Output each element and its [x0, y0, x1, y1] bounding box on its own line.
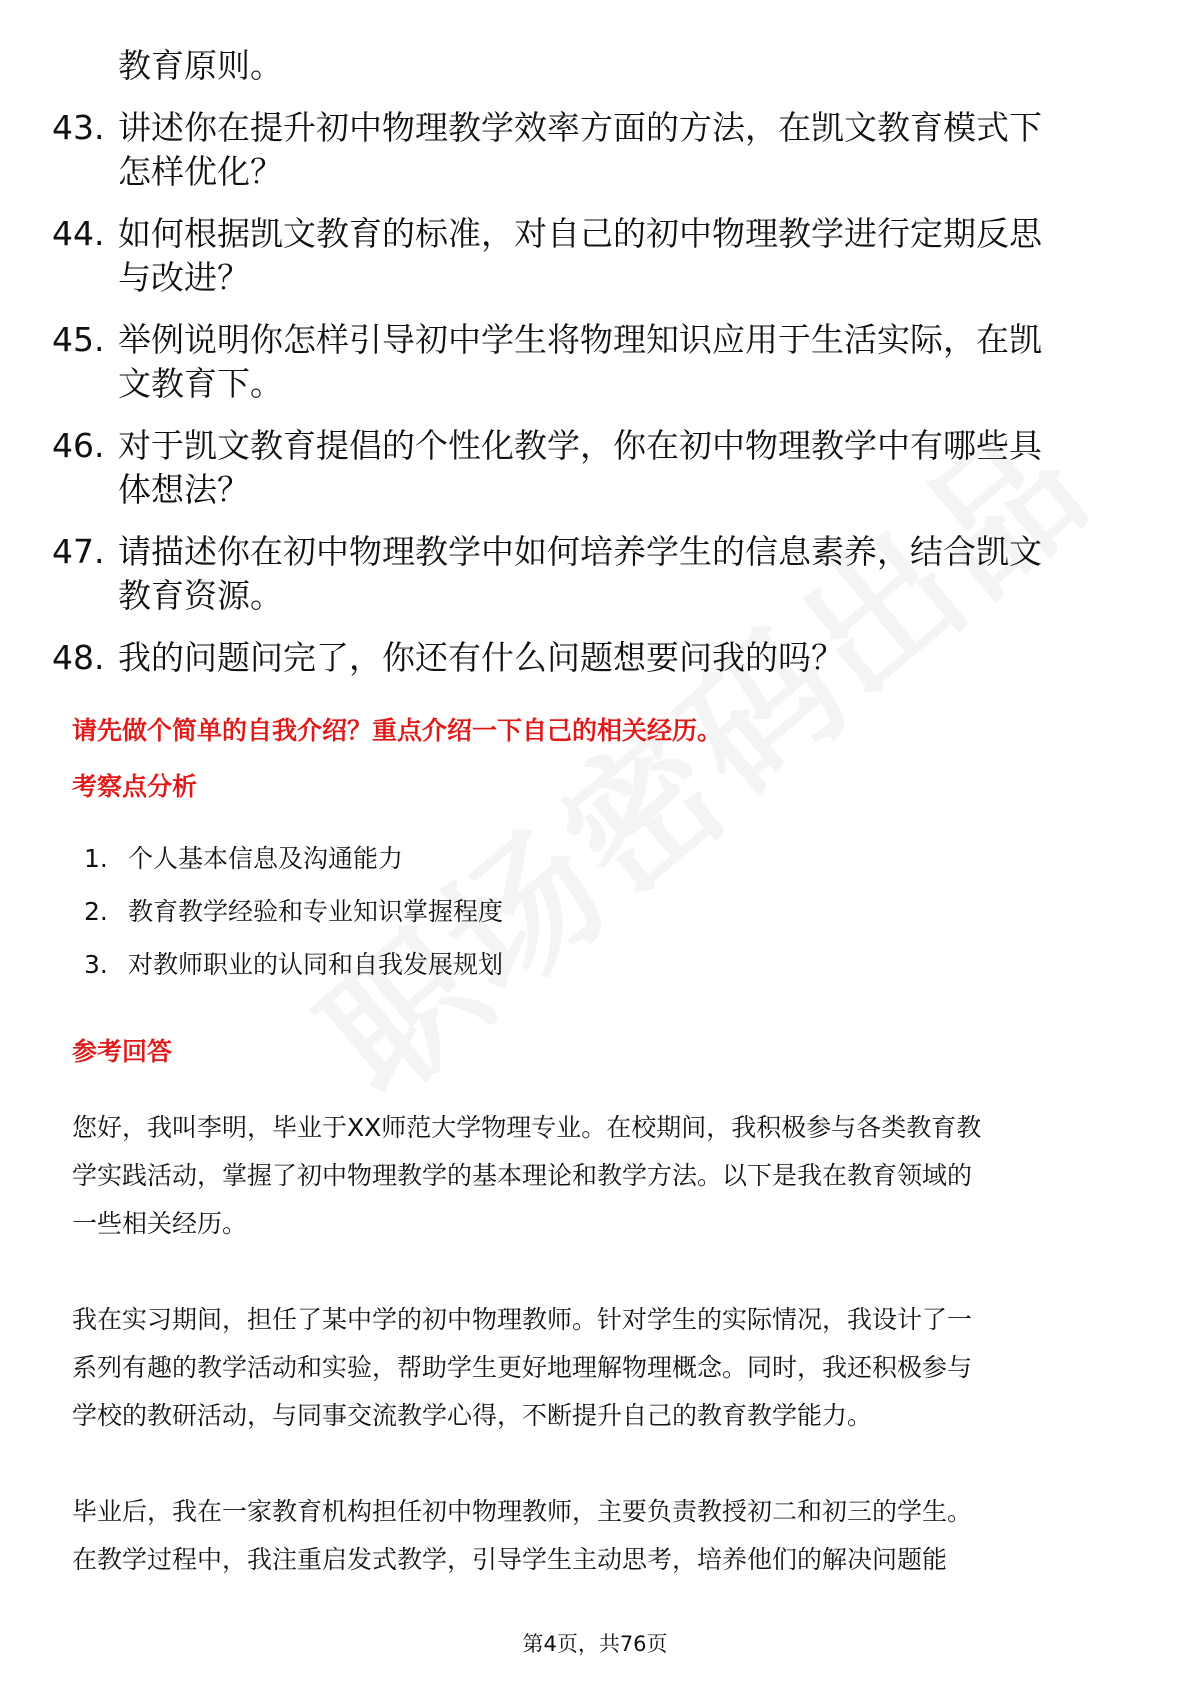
question-line: 教育资源。 — [118, 576, 283, 615]
paragraph-line: 学实践活动，掌握了初中物理教学的基本理论和教学方法。以下是我在教育领域的 — [72, 1161, 973, 1190]
question-item — [52, 530, 1132, 618]
paragraph-line: 一些相关经历。 — [72, 1209, 248, 1238]
analysis-point — [84, 948, 1084, 982]
question-item — [52, 424, 1132, 512]
question-line: 怎样优化？ — [118, 152, 283, 191]
question-line: 对于凯文教育提倡的个性化教学，你在初中物理教学中有哪些具 — [118, 426, 1042, 465]
question-line: 教育原则。 — [118, 46, 283, 85]
question-item — [52, 106, 1132, 194]
paragraph-line: 在教学过程中，我注重启发式教学，引导学生主动思考，培养他们的解决问题能 — [72, 1545, 948, 1574]
point-number: 2. — [84, 897, 108, 926]
question-line: 文教育下。 — [118, 364, 283, 403]
analysis-heading: 考察点分析 — [72, 772, 198, 801]
question-item — [52, 318, 1132, 406]
point-text: 个人基本信息及沟通能力 — [128, 844, 404, 873]
analysis-point — [84, 842, 1084, 876]
question-number: 44. — [52, 214, 105, 253]
question-item — [52, 636, 1132, 680]
question-line: 举例说明你怎样引导初中学生将物理知识应用于生活实际，在凯 — [118, 320, 1042, 359]
question-number: 45. — [52, 320, 105, 359]
point-number: 3. — [84, 950, 108, 979]
question-line: 与改进？ — [118, 258, 250, 297]
question-line: 如何根据凯文教育的标准，对自己的初中物理教学进行定期反思 — [118, 214, 1042, 253]
question-line: 体想法？ — [118, 470, 250, 509]
answer-paragraph — [72, 1104, 1132, 1248]
question-number: 48. — [52, 638, 105, 677]
page-footer: 第4页，共76页 — [522, 1632, 668, 1656]
question-item — [52, 44, 1132, 88]
answer-paragraph — [72, 1488, 1132, 1584]
question-number: 46. — [52, 426, 105, 465]
point-text: 教育教学经验和专业知识掌握程度 — [128, 897, 504, 926]
paragraph-line: 您好，我叫李明，毕业于XX师范大学物理专业。在校期间，我积极参与各类教育教 — [72, 1113, 982, 1142]
answer-title: 参考回答 — [72, 1037, 173, 1066]
analysis-point — [84, 895, 1084, 929]
paragraph-line: 毕业后，我在一家教育机构担任初中物理教师，主要负责教授初二和初三的学生。 — [72, 1497, 973, 1526]
question-line: 讲述你在提升初中物理教学效率方面的方法，在凯文教育模式下 — [118, 108, 1042, 147]
question-title: 请先做个简单的自我介绍？重点介绍一下自己的相关经历。 — [72, 716, 723, 745]
question-item — [52, 212, 1132, 300]
question-line: 我的问题问完了，你还有什么问题想要问我的吗？ — [118, 638, 844, 677]
paragraph-line: 学校的教研活动，与同事交流教学心得，不断提升自己的教育教学能力。 — [72, 1401, 873, 1430]
question-number: 43. — [52, 108, 105, 147]
point-text: 对教师职业的认同和自我发展规划 — [128, 950, 504, 979]
paragraph-line: 我在实习期间，担任了某中学的初中物理教师。针对学生的实际情况，我设计了一 — [72, 1305, 973, 1334]
answer-paragraph — [72, 1296, 1132, 1440]
paragraph-line: 系列有趣的教学活动和实验，帮助学生更好地理解物理概念。同时，我还积极参与 — [72, 1353, 973, 1382]
point-number: 1. — [84, 844, 108, 873]
question-list — [52, 44, 1132, 698]
question-line: 请描述你在初中物理教学中如何培养学生的信息素养，结合凯文 — [118, 532, 1042, 571]
analysis-points — [84, 842, 1084, 1001]
question-number: 47. — [52, 532, 105, 571]
